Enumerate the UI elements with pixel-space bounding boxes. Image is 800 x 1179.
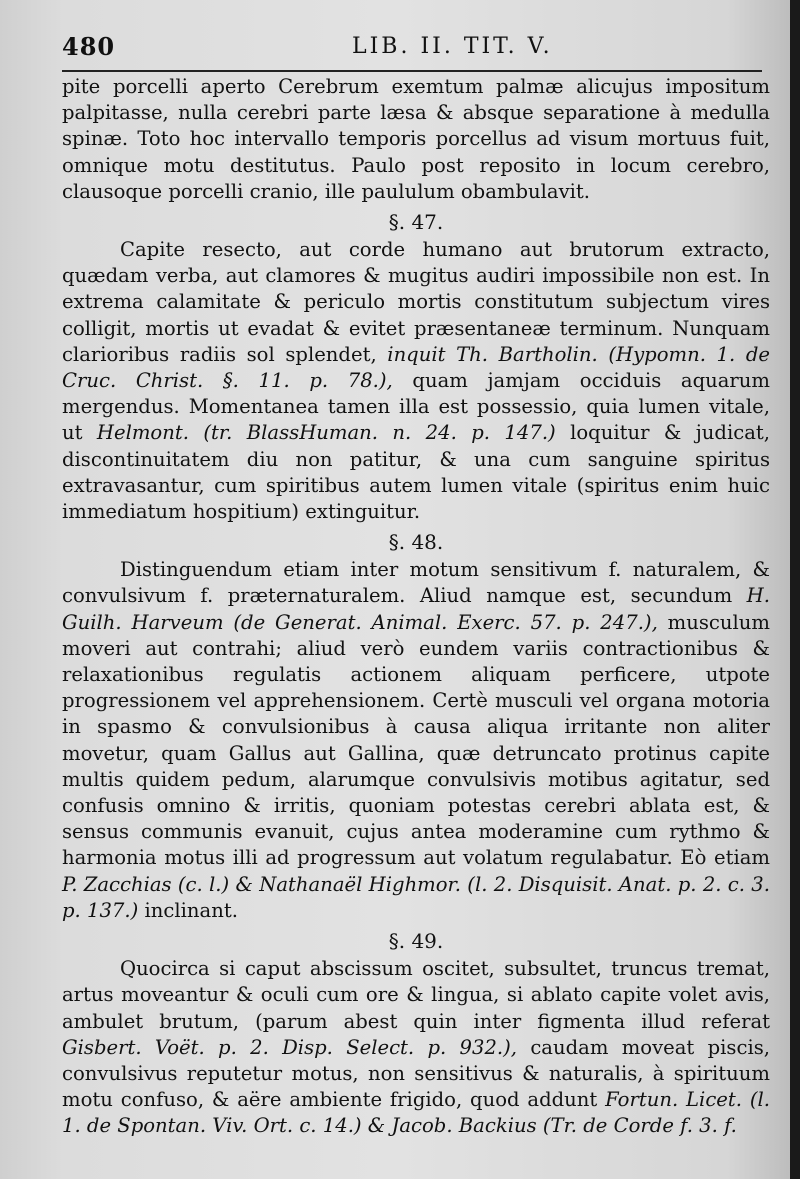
section-heading-47: §. 47.: [388, 210, 444, 235]
citation-voet: Gisbert. Voët. p. 2. Disp. Select. p. 932.),: [62, 1035, 518, 1059]
continued-paragraph: pite porcelli aperto Cerebrum exemtum palmæ alicujus impositum palpitasse, nulla cerebri parte læsa & absque separatione à medulla spinæ. Toto hoc intervallo temporis porcellus ad visum mortuus fuit, omnique motu destitutus. Paulo post reposito in locum cerebro, clausoque porcelli cranio, ille paululum obambulavit.: [62, 75, 770, 203]
citation-licet-backius: Fortun. Licet. (l. 1. de Spontan. Viv. Ort. c. 14.) & Jacob. Backius (Tr. de Corde f. 3. f.: [62, 1088, 770, 1138]
scan-edge: [790, 0, 800, 1179]
page-header: [62, 30, 752, 64]
paragraph-49-text-2: caudam moveat piscis, convulsivus reputetur motus, non sensitivus & naturalis, à spirituum motu confuso, & aëre ambiente frigido, quod addunt: [62, 1035, 770, 1112]
paragraph-48-text-1: Distinguendum etiam inter motum sensitivum f. naturalem, & convulsivum f. præternaturalem. Aliud namque est, secundum: [62, 558, 770, 608]
body-text: [62, 74, 770, 1140]
header-rule: [62, 70, 762, 72]
paragraph-47-text-1: Capite resecto, aut corde humano aut brutorum extracto, quædam verba, aut clamores & mugitus audiri impossibile non est. In extrema calamitate & periculo mortis constitutum subjectum vires colligit, mortis ut evadat & evitet præsentaneæ terminum. Nunquam clarioribus radiis sol splendet,: [62, 238, 770, 366]
paragraph-48-text-3: inclinant.: [138, 898, 238, 922]
paragraph-48-text-2: musculum moveri aut contrahi; aliud verò eundem variis contractionibus & relaxationibus regulatis actionem aliquam perficere, utpote progressionem vel apprehensionem. Certè musculi vel organa motoria in spasmo & convulsionibus à causa aliqua irritante non aliter movetur, quam Gallus aut Gallina, quæ detruncato protinus capite multis quidem pedum, alarumque convulsivis motibus agitatur, sed confusis omnino & irritis, quoniam potestas cerebri ablata est, & sensus communis evanuit, cujus antea moderamine cum rythmo & harmonia motus illi ad progressum aut volatum regulabatur. Eò etiam: [62, 610, 770, 870]
section-heading-49: §. 49.: [388, 929, 444, 954]
citation-harveum: H. Guilh. Harveum (de Generat. Animal. Exerc. 57. p. 247.),: [62, 584, 770, 634]
running-head: LIB. II. TIT. V.: [352, 34, 553, 59]
paragraph-49: [62, 956, 770, 1139]
paragraph-47-text-3: loquitur & judicat, discontinuitatem diu non patitur, & una cum sanguine spiritus extravasantur, cum spiritibus autem lumen vitale (spiritus enim huic immediatum hospitium) extinguitur.: [62, 421, 770, 524]
citation-helmont: Helmont. (tr. BlassHuman. n. 24. p. 147.): [96, 421, 556, 445]
section-heading-48: §. 48.: [388, 530, 444, 555]
paragraph-49-text-1: Quocirca si caput abscissum oscitet, subsultet, truncus tremat, artus moveantur & oculi cum ore & lingua, si ablato capite volet avis, ambulet brutum, (parum abest quin inter figmenta illud referat: [62, 957, 770, 1033]
paragraph-47-text-2: quam jamjam occiduis aquarum mergendus. Momentanea tamen illa est possessio, quia lumen vitale, ut: [62, 369, 770, 445]
paragraph-47: [62, 237, 770, 525]
citation-zacchias-highmor: P. Zacchias (c. l.) & Nathanaël Highmor. (l. 2. Disquisit. Anat. p. 2. c. 3. p. 137.): [62, 872, 770, 922]
citation-bartholin: inquit Th. Bartholin. (Hypomn. 1. de Cruc. Christ. §. 11. p. 78.),: [62, 342, 771, 393]
page-number: 480: [62, 32, 116, 61]
paragraph-48: [62, 557, 770, 924]
